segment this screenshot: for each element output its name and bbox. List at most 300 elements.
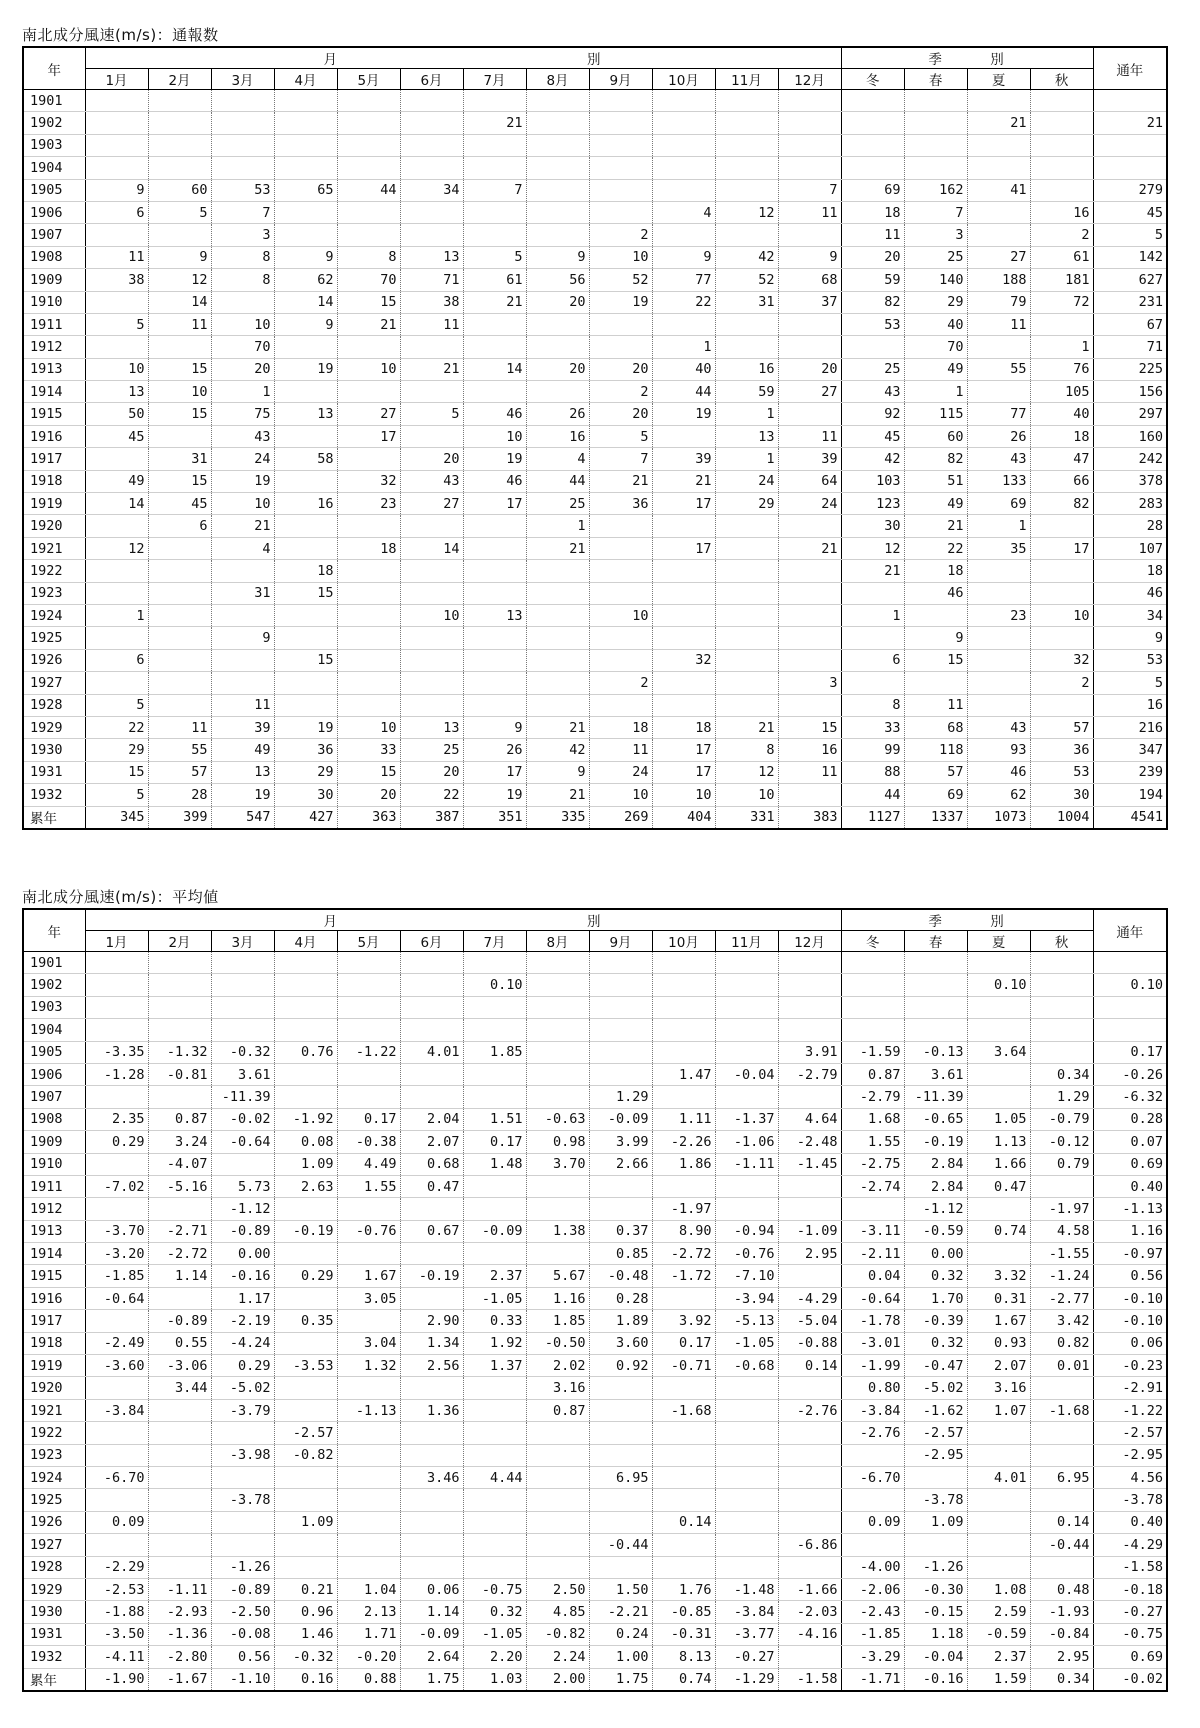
- season-value: 103: [841, 470, 904, 492]
- season-value: 2: [1030, 672, 1093, 694]
- season-value: 23: [967, 604, 1030, 626]
- month-value: -0.94: [715, 1220, 778, 1242]
- month-value: -5.04: [778, 1310, 841, 1332]
- month-value: -1.11: [715, 1153, 778, 1175]
- month-value: 1.04: [337, 1578, 400, 1600]
- table-row: [23, 179, 1167, 201]
- year-cell: 1919: [23, 1355, 85, 1377]
- month-value: -0.27: [715, 1646, 778, 1668]
- month-value: 10: [337, 358, 400, 380]
- month-value: [274, 694, 337, 716]
- year-cell: 1906: [23, 201, 85, 223]
- month-value: 3.92: [652, 1310, 715, 1332]
- month-value: 17: [652, 739, 715, 761]
- month-value: 17: [463, 493, 526, 515]
- month-value: -1.12: [211, 1198, 274, 1220]
- month-value: [526, 1466, 589, 1488]
- month-value: -1.05: [715, 1332, 778, 1354]
- month-value: [589, 313, 652, 335]
- month-value: [652, 604, 715, 626]
- month-value: [274, 336, 337, 358]
- month-value: 19: [589, 291, 652, 313]
- month-value: [589, 694, 652, 716]
- annual-value: 142: [1093, 246, 1167, 268]
- month-value: 77: [652, 269, 715, 291]
- month-value: [463, 1175, 526, 1197]
- month-value: 1.75: [400, 1668, 463, 1691]
- month-value: 13: [400, 716, 463, 738]
- month-value: 3.24: [148, 1131, 211, 1153]
- season-value: 0.80: [841, 1377, 904, 1399]
- month-value: [337, 1198, 400, 1220]
- month-value: 1.85: [526, 1310, 589, 1332]
- month-value: 387: [400, 806, 463, 829]
- month-value: [778, 1175, 841, 1197]
- month-value: 1.09: [274, 1153, 337, 1175]
- month-value: 7: [211, 201, 274, 223]
- annual-value: 242: [1093, 448, 1167, 470]
- month-value: [148, 560, 211, 582]
- season-value: [967, 560, 1030, 582]
- month-value: [652, 1556, 715, 1578]
- annual-value: -0.27: [1093, 1601, 1167, 1623]
- season-value: 0.00: [904, 1243, 967, 1265]
- month-value: -1.67: [148, 1668, 211, 1691]
- month-header-6: 6月: [400, 69, 463, 90]
- season-value: [841, 134, 904, 156]
- season-value: [904, 1534, 967, 1556]
- month-value: 52: [715, 269, 778, 291]
- month-value: [652, 1466, 715, 1488]
- month-value: [148, 649, 211, 671]
- month-value: [778, 224, 841, 246]
- season-value: 1.05: [967, 1108, 1030, 1130]
- month-value: [400, 1489, 463, 1511]
- month-value: 21: [400, 358, 463, 380]
- month-value: [463, 1377, 526, 1399]
- month-value: 24: [589, 761, 652, 783]
- table-row: [23, 1422, 1167, 1444]
- season-value: -3.11: [841, 1220, 904, 1242]
- season-value: -1.24: [1030, 1265, 1093, 1287]
- month-value: 1.89: [589, 1310, 652, 1332]
- annual-value: 34: [1093, 604, 1167, 626]
- month-value: [274, 425, 337, 447]
- month-value: -2.19: [211, 1310, 274, 1332]
- month-value: -0.82: [526, 1623, 589, 1645]
- month-value: 335: [526, 806, 589, 829]
- month-value: [400, 224, 463, 246]
- month-value: 1.71: [337, 1623, 400, 1645]
- month-value: 3.99: [589, 1131, 652, 1153]
- month-value: 36: [589, 493, 652, 515]
- month-value: [526, 336, 589, 358]
- seasonal-group-header: 季 別: [841, 47, 1093, 69]
- month-value: 10: [400, 604, 463, 626]
- month-value: 2.02: [526, 1355, 589, 1377]
- year-cell: 1908: [23, 1108, 85, 1130]
- season-value: 11: [967, 313, 1030, 335]
- season-value: 1.70: [904, 1287, 967, 1309]
- annual-value: -1.22: [1093, 1399, 1167, 1421]
- season-value: 53: [1030, 761, 1093, 783]
- season-header-2: 春: [904, 931, 967, 952]
- month-value: [274, 952, 337, 974]
- month-value: 21: [526, 784, 589, 806]
- year-cell: 1904: [23, 157, 85, 179]
- month-header-11: 11月: [715, 69, 778, 90]
- month-value: 58: [274, 448, 337, 470]
- month-value: [400, 1019, 463, 1041]
- month-value: 11: [589, 739, 652, 761]
- month-value: -4.29: [778, 1287, 841, 1309]
- month-value: 20: [526, 358, 589, 380]
- month-value: [148, 1287, 211, 1309]
- month-value: -2.48: [778, 1131, 841, 1153]
- annual-value: -2.91: [1093, 1377, 1167, 1399]
- season-value: 0.93: [967, 1332, 1030, 1354]
- month-value: -3.70: [85, 1220, 148, 1242]
- month-value: [274, 537, 337, 559]
- month-value: [400, 336, 463, 358]
- season-value: 25: [904, 246, 967, 268]
- table1-title: 南北成分風速(m/s)：通報数: [22, 26, 219, 44]
- annual-value: [1093, 952, 1167, 974]
- season-value: 41: [967, 179, 1030, 201]
- month-value: [778, 1019, 841, 1041]
- month-value: 0.09: [85, 1511, 148, 1533]
- season-value: 46: [967, 761, 1030, 783]
- month-value: [274, 90, 337, 112]
- month-value: [337, 604, 400, 626]
- annual-value: 0.56: [1093, 1265, 1167, 1287]
- month-value: 11: [85, 246, 148, 268]
- month-value: [652, 112, 715, 134]
- season-value: 123: [841, 493, 904, 515]
- year-cell: 1932: [23, 1646, 85, 1668]
- month-value: [778, 784, 841, 806]
- season-value: -2.74: [841, 1175, 904, 1197]
- month-value: [652, 1175, 715, 1197]
- month-value: 2: [589, 381, 652, 403]
- month-value: [778, 694, 841, 716]
- table-row: [23, 1377, 1167, 1399]
- season-value: [967, 952, 1030, 974]
- month-value: [463, 336, 526, 358]
- month-value: [337, 448, 400, 470]
- season-value: 42: [841, 448, 904, 470]
- month-value: [211, 1019, 274, 1041]
- year-cell: 1925: [23, 1489, 85, 1511]
- season-value: 0.04: [841, 1265, 904, 1287]
- season-value: [967, 90, 1030, 112]
- month-value: 1.76: [652, 1578, 715, 1600]
- table-row: [23, 90, 1167, 112]
- month-value: 6.95: [589, 1466, 652, 1488]
- month-value: 18: [274, 560, 337, 582]
- month-value: [778, 627, 841, 649]
- season-value: 0.79: [1030, 1153, 1093, 1175]
- month-value: [85, 1019, 148, 1041]
- month-value: [589, 649, 652, 671]
- month-value: [526, 381, 589, 403]
- month-value: [337, 649, 400, 671]
- month-value: 25: [400, 739, 463, 761]
- month-value: 13: [85, 381, 148, 403]
- month-value: 17: [652, 493, 715, 515]
- month-value: [85, 996, 148, 1018]
- season-value: 1004: [1030, 806, 1093, 829]
- season-value: [1030, 1019, 1093, 1041]
- month-value: [715, 112, 778, 134]
- month-value: [337, 1489, 400, 1511]
- season-value: 44: [841, 784, 904, 806]
- year-cell: 1920: [23, 515, 85, 537]
- month-value: 383: [778, 806, 841, 829]
- month-value: 2.37: [463, 1265, 526, 1287]
- month-value: [715, 1511, 778, 1533]
- month-value: -5.13: [715, 1310, 778, 1332]
- year-cell: 1901: [23, 952, 85, 974]
- table-row: [23, 291, 1167, 313]
- annual-value: -0.10: [1093, 1287, 1167, 1309]
- month-value: 45: [148, 493, 211, 515]
- season-value: 1.68: [841, 1108, 904, 1130]
- season-value: [1030, 515, 1093, 537]
- season-value: 188: [967, 269, 1030, 291]
- month-value: [526, 649, 589, 671]
- season-value: 77: [967, 403, 1030, 425]
- month-value: [274, 1019, 337, 1041]
- month-value: [337, 1534, 400, 1556]
- month-value: [589, 1511, 652, 1533]
- season-value: 30: [1030, 784, 1093, 806]
- month-value: [778, 1444, 841, 1466]
- month-value: 26: [526, 403, 589, 425]
- month-value: [652, 90, 715, 112]
- month-value: 32: [652, 649, 715, 671]
- month-value: [274, 996, 337, 1018]
- year-cell: 1917: [23, 1310, 85, 1332]
- month-value: [148, 974, 211, 996]
- month-value: [652, 157, 715, 179]
- month-value: -2.53: [85, 1578, 148, 1600]
- month-value: [778, 403, 841, 425]
- season-value: 46: [904, 582, 967, 604]
- season-value: [1030, 974, 1093, 996]
- month-value: 2.00: [526, 1668, 589, 1691]
- month-value: [148, 604, 211, 626]
- month-value: -2.76: [778, 1399, 841, 1421]
- table-row: [23, 627, 1167, 649]
- season-value: 1.55: [841, 1131, 904, 1153]
- month-value: -2.79: [778, 1063, 841, 1085]
- month-value: 1.09: [274, 1511, 337, 1533]
- month-value: 21: [526, 716, 589, 738]
- month-value: -3.53: [274, 1355, 337, 1377]
- year-cell: 1909: [23, 269, 85, 291]
- month-value: 20: [778, 358, 841, 380]
- month-value: [526, 694, 589, 716]
- season-value: 20: [841, 246, 904, 268]
- table-row: [23, 134, 1167, 156]
- month-value: 57: [148, 761, 211, 783]
- month-value: [337, 672, 400, 694]
- table-row: [23, 1019, 1167, 1041]
- month-value: -0.19: [400, 1265, 463, 1287]
- month-value: [589, 90, 652, 112]
- month-value: 19: [463, 784, 526, 806]
- season-value: [904, 90, 967, 112]
- year-cell: 1915: [23, 1265, 85, 1287]
- month-value: [652, 425, 715, 447]
- month-value: [85, 627, 148, 649]
- month-value: 70: [337, 269, 400, 291]
- season-value: -1.97: [1030, 1198, 1093, 1220]
- season-value: [967, 1019, 1030, 1041]
- year-cell: 1924: [23, 604, 85, 626]
- month-value: 404: [652, 806, 715, 829]
- month-value: [85, 672, 148, 694]
- month-value: [211, 1511, 274, 1533]
- month-value: 4.64: [778, 1108, 841, 1130]
- season-value: 49: [904, 493, 967, 515]
- month-value: [211, 1534, 274, 1556]
- season-value: 69: [967, 493, 1030, 515]
- season-value: 115: [904, 403, 967, 425]
- month-value: -0.32: [274, 1646, 337, 1668]
- month-value: [778, 974, 841, 996]
- month-value: [463, 1556, 526, 1578]
- season-value: 18: [904, 560, 967, 582]
- season-value: [967, 134, 1030, 156]
- season-value: -1.26: [904, 1556, 967, 1578]
- month-value: -0.08: [211, 1623, 274, 1645]
- month-value: 19: [463, 448, 526, 470]
- month-value: [400, 1243, 463, 1265]
- month-value: 65: [274, 179, 337, 201]
- month-value: 20: [526, 291, 589, 313]
- month-value: [715, 134, 778, 156]
- season-value: 1.09: [904, 1511, 967, 1533]
- season-value: [841, 1198, 904, 1220]
- table-row: [23, 952, 1167, 974]
- month-value: [652, 1019, 715, 1041]
- year-cell: 1906: [23, 1063, 85, 1085]
- month-value: -0.09: [463, 1220, 526, 1242]
- table-row: [23, 716, 1167, 738]
- month-value: [211, 157, 274, 179]
- season-value: 99: [841, 739, 904, 761]
- season-value: [904, 1019, 967, 1041]
- month-value: [148, 425, 211, 447]
- month-value: 0.74: [652, 1668, 715, 1691]
- month-value: 3.61: [211, 1063, 274, 1085]
- month-value: 31: [211, 582, 274, 604]
- month-value: [589, 560, 652, 582]
- month-value: 269: [589, 806, 652, 829]
- month-value: 15: [148, 403, 211, 425]
- season-value: 3: [904, 224, 967, 246]
- month-value: [85, 1422, 148, 1444]
- month-value: 2.13: [337, 1601, 400, 1623]
- month-value: 8: [211, 246, 274, 268]
- month-value: [400, 1422, 463, 1444]
- month-value: -0.82: [274, 1444, 337, 1466]
- season-value: 1: [904, 381, 967, 403]
- month-value: 23: [337, 493, 400, 515]
- month-value: 16: [778, 739, 841, 761]
- month-value: 21: [526, 537, 589, 559]
- table-row: [23, 358, 1167, 380]
- month-value: [337, 1556, 400, 1578]
- month-value: [778, 1198, 841, 1220]
- table-row: [23, 403, 1167, 425]
- month-value: 0.10: [463, 974, 526, 996]
- year-cell: 1907: [23, 224, 85, 246]
- month-value: 16: [526, 425, 589, 447]
- month-value: 28: [148, 784, 211, 806]
- month-value: -0.20: [337, 1646, 400, 1668]
- month-value: 9: [274, 246, 337, 268]
- month-value: 10: [715, 784, 778, 806]
- month-value: [463, 1511, 526, 1533]
- month-value: 64: [778, 470, 841, 492]
- month-value: 4.49: [337, 1153, 400, 1175]
- month-value: 9: [526, 246, 589, 268]
- month-value: 2.90: [400, 1310, 463, 1332]
- month-value: -0.81: [148, 1063, 211, 1085]
- annual-value: 9: [1093, 627, 1167, 649]
- month-value: [715, 996, 778, 1018]
- year-cell: 1911: [23, 313, 85, 335]
- month-value: 1: [85, 604, 148, 626]
- month-value: -0.09: [400, 1623, 463, 1645]
- month-value: [400, 1556, 463, 1578]
- season-value: 21: [967, 112, 1030, 134]
- season-value: [1030, 627, 1093, 649]
- season-value: -6.70: [841, 1466, 904, 1488]
- season-value: 1.13: [967, 1131, 1030, 1153]
- month-value: 49: [211, 739, 274, 761]
- month-value: [274, 1556, 337, 1578]
- month-value: 1.38: [526, 1220, 589, 1242]
- annual-value: 160: [1093, 425, 1167, 447]
- month-value: [85, 336, 148, 358]
- month-value: [211, 996, 274, 1018]
- annual-value: 378: [1093, 470, 1167, 492]
- month-value: [652, 560, 715, 582]
- month-value: [85, 1086, 148, 1108]
- month-value: [274, 470, 337, 492]
- month-value: 9: [274, 313, 337, 335]
- season-value: [904, 1466, 967, 1488]
- month-value: [400, 112, 463, 134]
- month-value: -4.07: [148, 1153, 211, 1175]
- month-value: 10: [589, 246, 652, 268]
- month-value: 0.87: [526, 1399, 589, 1421]
- month-value: -3.84: [85, 1399, 148, 1421]
- season-value: 27: [967, 246, 1030, 268]
- season-value: -0.47: [904, 1355, 967, 1377]
- month-value: [148, 672, 211, 694]
- month-value: [274, 112, 337, 134]
- season-value: 0.48: [1030, 1578, 1093, 1600]
- month-value: [589, 1556, 652, 1578]
- month-value: 70: [211, 336, 274, 358]
- month-value: -6.86: [778, 1534, 841, 1556]
- season-value: -1.85: [841, 1623, 904, 1645]
